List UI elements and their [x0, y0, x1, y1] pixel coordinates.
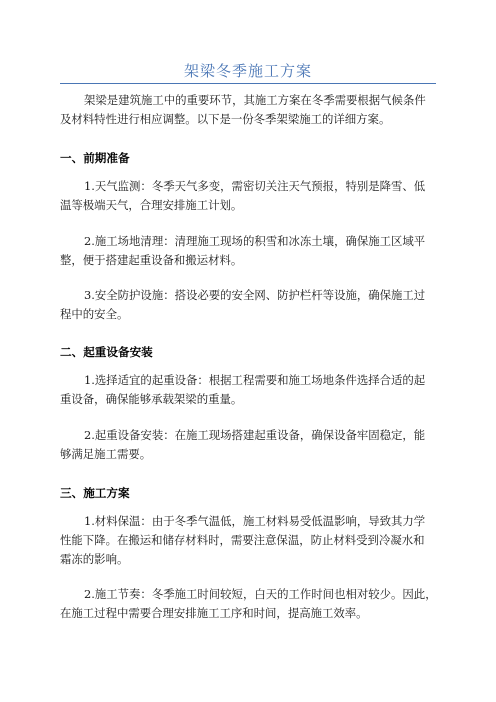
- section-heading: 二、起重设备安装: [60, 345, 153, 359]
- text-line: 架梁是建筑施工中的重要环节，其施工方案在冬季需要根据气候条件: [84, 93, 426, 107]
- text-line: 3.安全防护设施：搭设必要的安全网、防护栏杆等设施，确保施工过: [84, 288, 426, 302]
- text-line: 在施工过程中需要合理安排施工工序和时间，提高施工效率。: [60, 606, 368, 620]
- text-line: 整，便于搭建起重设备和搬运材料。: [60, 253, 243, 267]
- text-line: 2.起重设备安装：在施工现场搭建起重设备，确保设备牢固稳定，能: [84, 428, 426, 442]
- text-line: 程中的安全。: [60, 307, 129, 321]
- text-line: 霜冻的影响。: [60, 552, 129, 566]
- text-line: 性能下降。在搬运和储存材料时，需要注意保温，防止材料受到冷凝水和: [60, 533, 425, 547]
- section-item: [60, 371, 440, 409]
- text-line: 2.施工节奏：冬季施工时间较短，白天的工作时间也相对较少。因此，: [84, 587, 437, 601]
- document-title: 架梁冬季施工方案: [183, 62, 312, 80]
- intro-paragraph: [60, 91, 440, 129]
- section-item: [60, 232, 440, 270]
- section-heading: 三、施工方案: [60, 486, 130, 500]
- section-item: [60, 585, 440, 623]
- text-line: 1.天气监测：冬季天气多变，需密切关注天气预报，特别是降雪、低: [84, 179, 426, 193]
- text-line: 及材料特性进行相应调整。以下是一份冬季架梁施工的详细方案。: [60, 112, 391, 126]
- text-line: 2.施工场地清理：清理施工现场的积雪和冰冻土壤，确保施工区域平: [84, 234, 426, 248]
- title-divider: [60, 83, 436, 84]
- section-item: [60, 286, 440, 324]
- text-line: 1.材料保温：由于冬季气温低，施工材料易受低温影响，导致其力学: [84, 514, 426, 528]
- text-line: 够满足施工需要。: [60, 447, 152, 461]
- text-line: 1.选择适宜的起重设备：根据工程需要和施工场地条件选择合适的起: [84, 373, 426, 387]
- section-item: [60, 512, 440, 569]
- section-item: [60, 426, 440, 464]
- text-line: 重设备，确保能够承载架梁的重量。: [60, 392, 243, 406]
- section-heading: 一、前期准备: [60, 151, 130, 165]
- text-line: 温等极端天气，合理安排施工计划。: [60, 198, 243, 212]
- section-item: [60, 177, 440, 215]
